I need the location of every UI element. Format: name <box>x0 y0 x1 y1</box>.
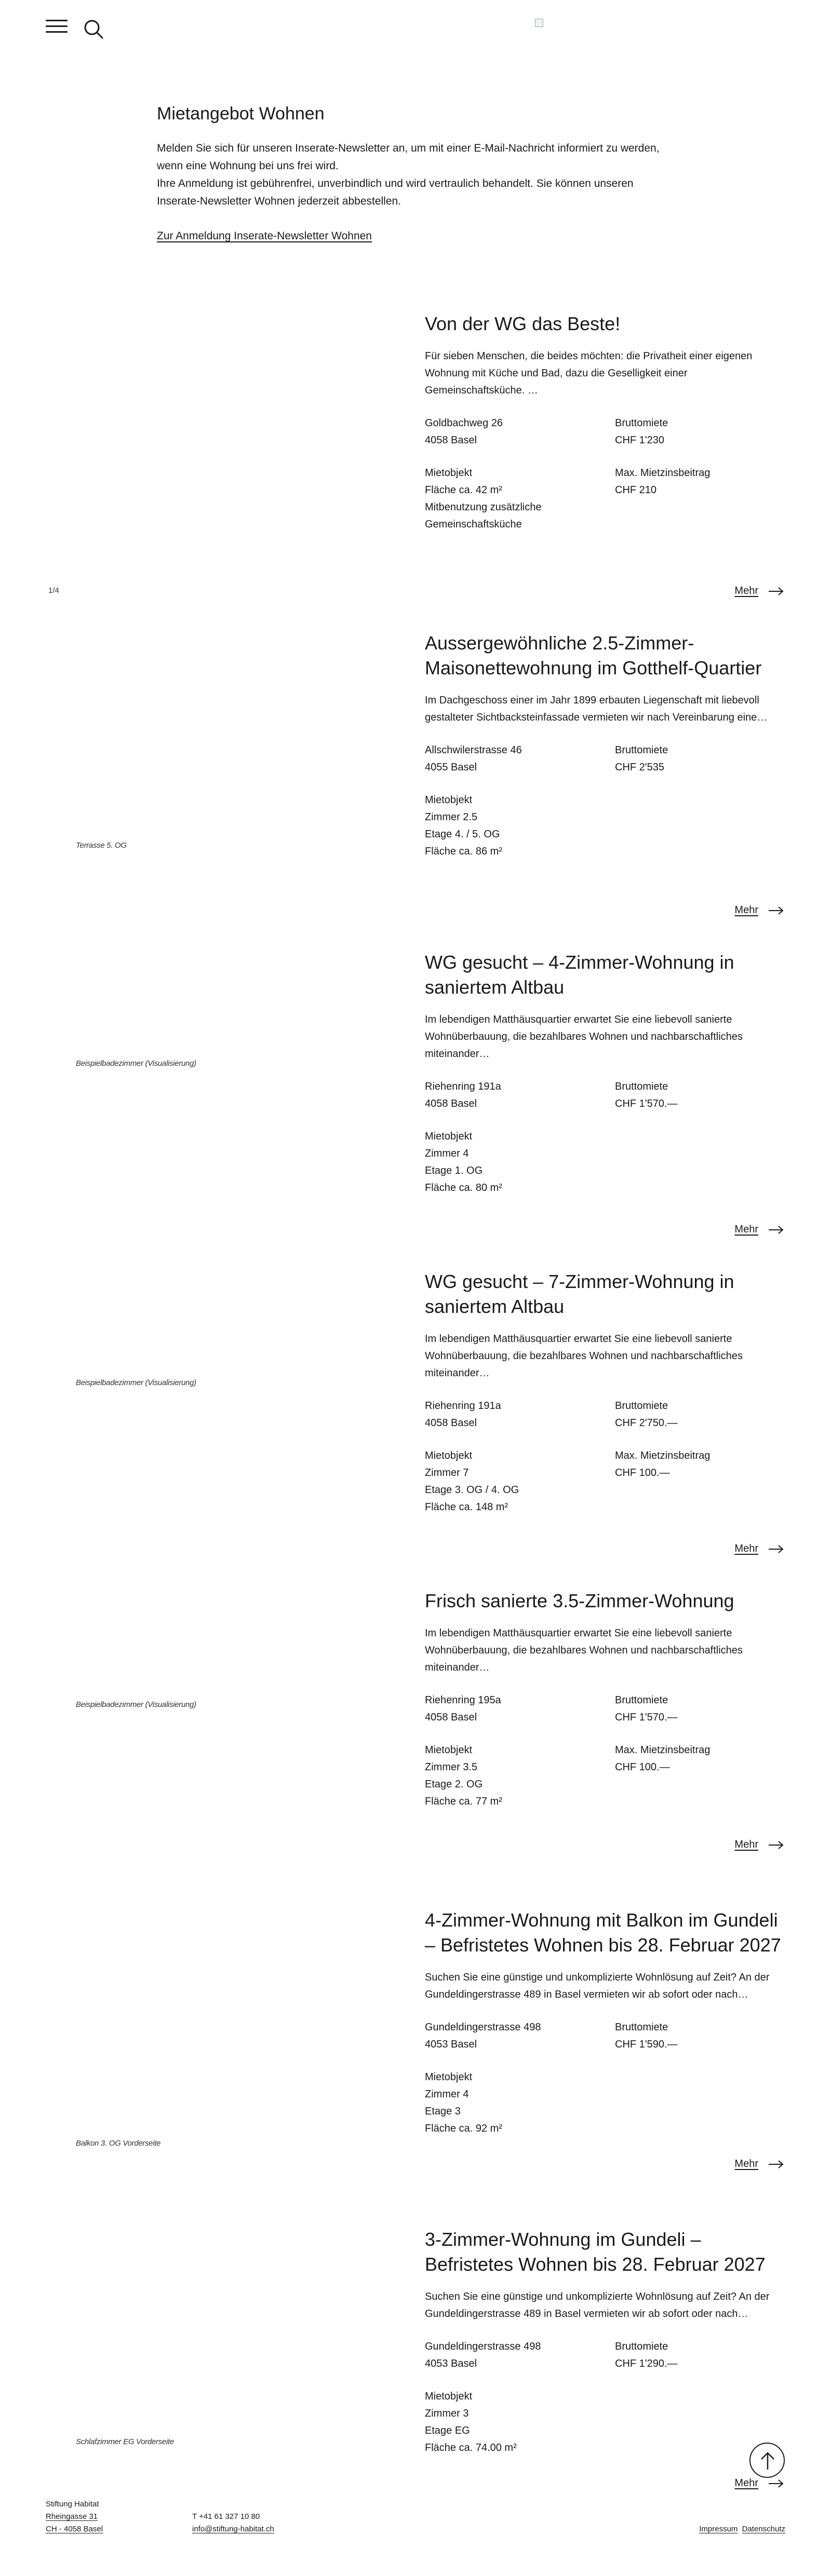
listing-description: Suchen Sie eine günstige und unkomplizierte Wohnlösung auf Zeit? An der Gundeldingerstrasse 489 in Basel vermieten wir ab sofort oder nach… <box>425 1972 770 2000</box>
arrow-right-icon <box>768 2479 784 2488</box>
listing-extra <box>615 2069 788 2137</box>
object-line: Fläche ca. 77 m² <box>425 1796 502 1807</box>
datenschutz-link[interactable]: Datenschutz <box>742 2525 785 2533</box>
rent-label: Bruttomiete <box>615 1694 668 1706</box>
object-line: Fläche ca. 92 m² <box>425 2123 502 2134</box>
object-line: Etage 1. OG <box>425 1165 483 1176</box>
listing-details <box>425 2019 788 2137</box>
listing-image-slider[interactable] <box>46 1908 409 2126</box>
rent-label: Bruttomiete <box>615 1400 668 1412</box>
listing-details <box>425 2338 788 2457</box>
object-line: Zimmer 4 <box>425 2089 469 2100</box>
object-line: Etage 4. / 5. OG <box>425 829 500 840</box>
logo-image[interactable] <box>535 19 543 27</box>
more-link[interactable] <box>734 1543 784 1555</box>
listing-content <box>425 1269 788 1516</box>
listing-title[interactable]: WG gesucht – 7-Zimmer-Wohnung in saniertem Altbau <box>425 1271 734 1317</box>
arrow-up-icon <box>759 2451 776 2471</box>
listing-rent <box>615 1398 788 1432</box>
address-city: 4058 Basel <box>425 1712 477 1723</box>
image-caption: Terrasse 5. OG <box>76 841 127 850</box>
object-line: Zimmer 3 <box>425 2408 469 2419</box>
listing-address <box>425 2019 615 2053</box>
slider-counter: 1/4 <box>48 586 59 595</box>
listing-object <box>425 2388 615 2457</box>
object-line: Zimmer 7 <box>425 1467 469 1479</box>
back-to-top-button[interactable] <box>749 2443 785 2478</box>
image-caption: Schlafzimmer EG Vorderseite <box>76 2437 174 2446</box>
listing-description: Suchen Sie eine günstige und unkomplizierte Wohnlösung auf Zeit? An der Gundeldingerstrasse 489 in Basel vermieten wir ab sofort oder nach… <box>425 2291 770 2320</box>
rent-value: CHF 1'590.— <box>615 2039 678 2050</box>
object-line: Mietobjekt <box>425 2071 473 2083</box>
listing-object <box>425 792 615 860</box>
object-line: Fläche ca. 74.00 m² <box>425 2442 517 2453</box>
more-label: Mehr <box>734 585 758 596</box>
more-link[interactable] <box>734 2158 784 2170</box>
listing-title[interactable]: 3-Zimmer-Wohnung im Gundeli – Befristetes Wohnen bis 28. Februar 2027 <box>425 2229 766 2275</box>
listing-object <box>425 1447 615 1516</box>
object-line: Fläche ca. 42 m² <box>425 484 502 496</box>
footer-legal <box>697 2523 785 2536</box>
site-header <box>0 0 831 57</box>
object-line: Fläche ca. 80 m² <box>425 1182 502 1194</box>
footer-phone: T +41 61 327 10 80 <box>192 2512 260 2521</box>
object-line: Mietobjekt <box>425 467 473 479</box>
listing-description: Für sieben Menschen, die beides möchten: die Privatheit einer eigenen Wohnung mit Küche und Bad, dazu die Geselligkeit einer Gemeinschaftsküche. … <box>425 350 753 396</box>
listing-details <box>425 1078 788 1197</box>
image-caption: Beispielbadezimmer (Visualisierung) <box>76 1700 196 1709</box>
address-city: 4055 Basel <box>425 762 477 773</box>
more-label: Mehr <box>734 1543 758 1554</box>
more-link[interactable] <box>734 1839 784 1851</box>
more-label: Mehr <box>734 2477 758 2489</box>
listing-extra <box>615 1742 788 1810</box>
address-street: Riehenring 191a <box>425 1081 501 1092</box>
listing-title[interactable]: 4-Zimmer-Wohnung mit Balkon im Gundeli – Befristetes Wohnen bis 28. Februar 2027 <box>425 1909 781 1956</box>
listing-content <box>425 631 788 860</box>
object-line: Zimmer 2.5 <box>425 811 478 823</box>
address-city: 4058 Basel <box>425 435 477 446</box>
rent-value: CHF 1'230 <box>615 435 664 446</box>
intro-text-2: Ihre Anmeldung ist gebührenfrei, unverbindlich und wird vertraulich behandelt. Sie können unseren Inserate-Newsletter Wohnen jederzeit abbestellen. <box>157 178 634 207</box>
listing-extra <box>615 1128 788 1197</box>
extra-line: CHF 210 <box>615 484 657 496</box>
rent-label: Bruttomiete <box>615 2022 668 2033</box>
object-line: Mietobjekt <box>425 1450 473 1461</box>
rent-value: CHF 1'290.— <box>615 2358 678 2369</box>
rent-label: Bruttomiete <box>615 1081 668 1092</box>
object-line: Mietobjekt <box>425 1744 473 1756</box>
listing-details <box>425 742 788 860</box>
more-label: Mehr <box>734 1839 758 1850</box>
hamburger-menu-icon[interactable] <box>46 20 68 37</box>
page-title: Mietangebot Wohnen <box>157 104 325 124</box>
footer-email-link[interactable]: info@stiftung-habitat.ch <box>192 2525 274 2533</box>
listing-content <box>425 1589 788 1810</box>
listing-image-slider[interactable] <box>46 2227 409 2445</box>
listing-details <box>425 415 788 533</box>
listing-title[interactable]: Von der WG das Beste! <box>425 313 621 334</box>
listing-address <box>425 1078 615 1113</box>
listing-object <box>425 1742 615 1810</box>
listing-image-slider[interactable] <box>46 631 409 849</box>
footer-city-link[interactable]: CH - 4058 Basel <box>46 2525 103 2533</box>
listing-details <box>425 1398 788 1516</box>
rent-value: CHF 1'570.— <box>615 1098 678 1109</box>
extra-line: Max. Mietzinsbeitrag <box>615 467 711 479</box>
listing-rent <box>615 2338 788 2372</box>
more-link[interactable] <box>734 1224 784 1236</box>
object-line: Mitbenutzung zusätzliche <box>425 501 542 513</box>
object-line: Etage 2. OG <box>425 1779 483 1790</box>
object-line: Gemeinschaftsküche <box>425 519 522 530</box>
intro-section <box>157 104 676 242</box>
extra-line: Max. Mietzinsbeitrag <box>615 1450 711 1461</box>
listing-object <box>425 1128 615 1197</box>
footer-street-link[interactable]: Rheingasse 31 <box>46 2512 98 2521</box>
listing-rent <box>615 1078 788 1113</box>
intro-text-1: Melden Sie sich für unseren Inserate-Newsletter an, um mit einer E-Mail-Nachricht informiert zu werden, wenn eine Wohnung bei uns frei wird. <box>157 142 660 172</box>
rent-label: Bruttomiete <box>615 2341 668 2352</box>
address-street: Riehenring 195a <box>425 1694 501 1706</box>
more-label: Mehr <box>734 1224 758 1235</box>
address-city: 4053 Basel <box>425 2358 477 2369</box>
rent-value: CHF 2'750.— <box>615 1417 678 1429</box>
footer-contact <box>192 2511 274 2536</box>
object-line: Fläche ca. 148 m² <box>425 1501 508 1513</box>
listing-rent <box>615 742 788 776</box>
image-caption: Beispielbadezimmer (Visualisierung) <box>76 1378 196 1387</box>
image-caption: Balkon 3. OG Vorderseite <box>76 2139 161 2148</box>
more-link[interactable] <box>734 904 784 916</box>
listing-description: Im lebendigen Matthäusquartier erwartet Sie eine liebevoll sanierte Wohnüberbauung, die bezahlbares Wohnen und nachbarschaftliches miteinander… <box>425 1014 743 1060</box>
listing-title[interactable]: Aussergewöhnliche 2.5-Zimmer-Maisonettewohnung im Gotthelf-Quartier <box>425 632 762 679</box>
listing-description: Im lebendigen Matthäusquartier erwartet Sie eine liebevoll sanierte Wohnüberbauung, die bezahlbares Wohnen und nachbarschaftliches miteinander… <box>425 1333 743 1379</box>
address-city: 4053 Basel <box>425 2039 477 2050</box>
listing-extra <box>615 465 788 533</box>
address-street: Riehenring 191a <box>425 1400 501 1412</box>
listing-content <box>425 950 788 1197</box>
object-line: Mietobjekt <box>425 794 473 806</box>
listing-extra <box>615 792 788 860</box>
listing-content <box>425 2227 788 2457</box>
arrow-right-icon <box>768 1225 784 1235</box>
rent-value: CHF 1'570.— <box>615 1712 678 1723</box>
listing-address <box>425 415 615 449</box>
footer-address <box>46 2498 103 2536</box>
more-label: Mehr <box>734 904 758 916</box>
object-line: Mietobjekt <box>425 2391 473 2402</box>
address-street: Gundeldingerstrasse 498 <box>425 2022 541 2033</box>
search-icon[interactable] <box>83 19 104 39</box>
extra-line: CHF 100.— <box>615 1467 670 1479</box>
listing-description: Im Dachgeschoss einer im Jahr 1899 erbauten Liegenschaft mit liebevoll gestalteter Sichtbacksteinfassade vermieten wir nach Vereinbarung eine… <box>425 695 768 723</box>
impressum-link[interactable]: Impressum <box>699 2525 738 2533</box>
listing-object <box>425 465 615 533</box>
newsletter-signup-link[interactable]: Zur Anmeldung Inserate-Newsletter Wohnen <box>157 230 372 242</box>
object-line: Etage 3. OG / 4. OG <box>425 1484 519 1496</box>
listing-address <box>425 1692 615 1726</box>
listing-rent <box>615 1692 788 1726</box>
listing-content <box>425 1908 788 2137</box>
address-street: Gundeldingerstrasse 498 <box>425 2341 541 2352</box>
image-caption: Beispielbadezimmer (Visualisierung) <box>76 1059 196 1068</box>
arrow-right-icon <box>768 2160 784 2169</box>
listing-image-slider[interactable] <box>46 311 409 530</box>
address-city: 4058 Basel <box>425 1098 477 1109</box>
listing-rent <box>615 415 788 449</box>
address-street: Goldbachweg 26 <box>425 417 503 429</box>
object-line: Etage EG <box>425 2425 470 2436</box>
listing-content <box>425 311 788 533</box>
rent-label: Bruttomiete <box>615 417 668 429</box>
arrow-right-icon <box>768 906 784 915</box>
arrow-right-icon <box>768 1840 784 1850</box>
listing-object <box>425 2069 615 2137</box>
object-line: Zimmer 4 <box>425 1148 469 1159</box>
rent-label: Bruttomiete <box>615 744 668 756</box>
object-line: Fläche ca. 86 m² <box>425 846 502 857</box>
object-line: Mietobjekt <box>425 1131 473 1142</box>
address-city: 4058 Basel <box>425 1417 477 1429</box>
listing-description: Im lebendigen Matthäusquartier erwartet Sie eine liebevoll sanierte Wohnüberbauung, die bezahlbares Wohnen und nachbarschaftliches miteinander… <box>425 1628 743 1673</box>
footer-org: Stiftung Habitat <box>46 2500 99 2509</box>
listing-title[interactable]: WG gesucht – 4-Zimmer-Wohnung in saniertem Altbau <box>425 952 734 998</box>
more-label: Mehr <box>734 2158 758 2170</box>
listing-address <box>425 742 615 776</box>
arrow-right-icon <box>768 1544 784 1554</box>
more-link[interactable] <box>734 2477 784 2489</box>
listing-title[interactable]: Frisch sanierte 3.5-Zimmer-Wohnung <box>425 1590 734 1611</box>
address-street: Allschwilerstrasse 46 <box>425 744 522 756</box>
object-line: Zimmer 3.5 <box>425 1761 478 1773</box>
listing-details <box>425 1692 788 1810</box>
arrow-right-icon <box>768 587 784 596</box>
listing-image-slider[interactable] <box>46 1589 409 1807</box>
more-link[interactable] <box>734 585 784 597</box>
listing-extra <box>615 1447 788 1516</box>
extra-line: CHF 100.— <box>615 1761 670 1773</box>
listing-address <box>425 1398 615 1432</box>
object-line: Etage 3 <box>425 2106 461 2117</box>
extra-line: Max. Mietzinsbeitrag <box>615 1744 711 1756</box>
rent-value: CHF 2'535 <box>615 762 664 773</box>
listing-address <box>425 2338 615 2372</box>
listing-rent <box>615 2019 788 2053</box>
